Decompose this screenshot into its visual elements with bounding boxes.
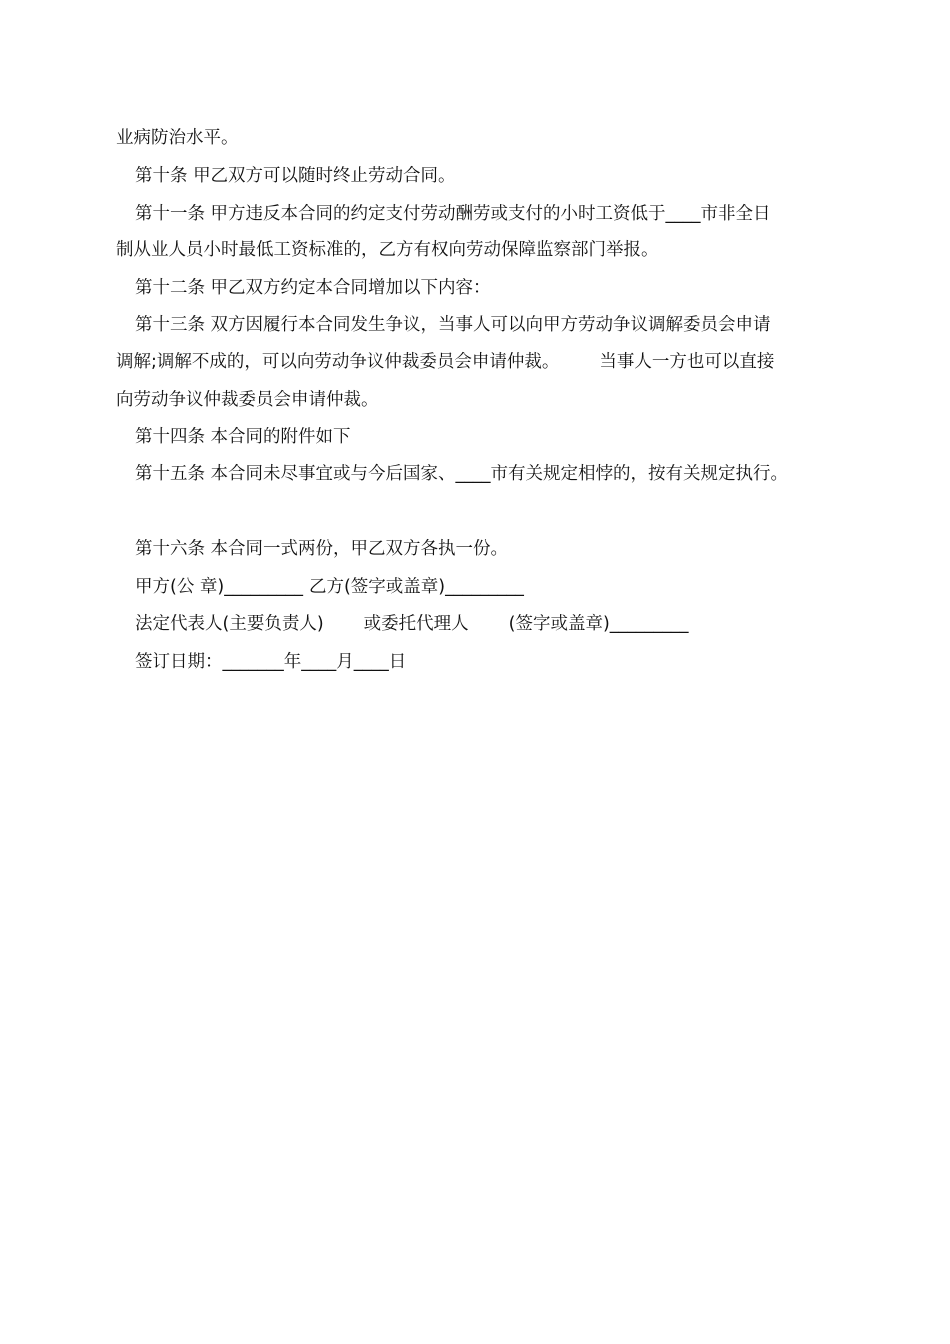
party-a-seal: 甲方(公 章)_________ xyxy=(135,577,303,597)
article-15: 第十五条 本合同未尽事宜或与今后国家、____市有关规定相悖的，按有关规定执行。 xyxy=(135,464,789,484)
party-b-signature: 乙方(签字或盖章)_________ xyxy=(308,577,524,597)
article-13-end: 向劳动争议仲裁委员会申请仲裁。 xyxy=(116,390,379,410)
article-13-cont xyxy=(116,350,774,374)
article-13-cont-b: 当事人一方也可以直接 xyxy=(599,352,775,372)
representative-signature: (签字或盖章)_________ xyxy=(508,614,689,634)
article-13: 第十三条 双方因履行本合同发生争议，当事人可以向甲方劳动争议调解委员会申请 xyxy=(135,315,771,335)
legal-representative: 法定代表人(主要负责人) xyxy=(135,614,324,634)
article-10: 第十条 甲乙双方可以随时终止劳动合同。 xyxy=(135,166,456,186)
article-13-cont-a: 调解;调解不成的，可以向劳动争议仲裁委员会申请仲裁。 xyxy=(116,352,560,372)
representative-line xyxy=(135,612,689,636)
signing-date: 签订日期：_______年____月____日 xyxy=(135,652,407,672)
article-12: 第十二条 甲乙双方约定本合同增加以下内容： xyxy=(135,278,491,298)
authorized-agent: 或委托代理人 xyxy=(363,614,469,634)
article-11-cont: 制从业人员小时最低工资标准的，乙方有权向劳动保障监察部门举报。 xyxy=(116,240,659,260)
article-14: 第十四条 本合同的附件如下 xyxy=(135,427,351,447)
article-11: 第十一条 甲方违反本合同的约定支付劳动酬劳或支付的小时工资低于____市非全日 xyxy=(135,204,771,224)
article-16: 第十六条 本合同一式两份，甲乙双方各执一份。 xyxy=(135,539,509,559)
paragraph-line: 业病防治水平。 xyxy=(116,128,239,148)
signature-party-line xyxy=(135,575,524,599)
